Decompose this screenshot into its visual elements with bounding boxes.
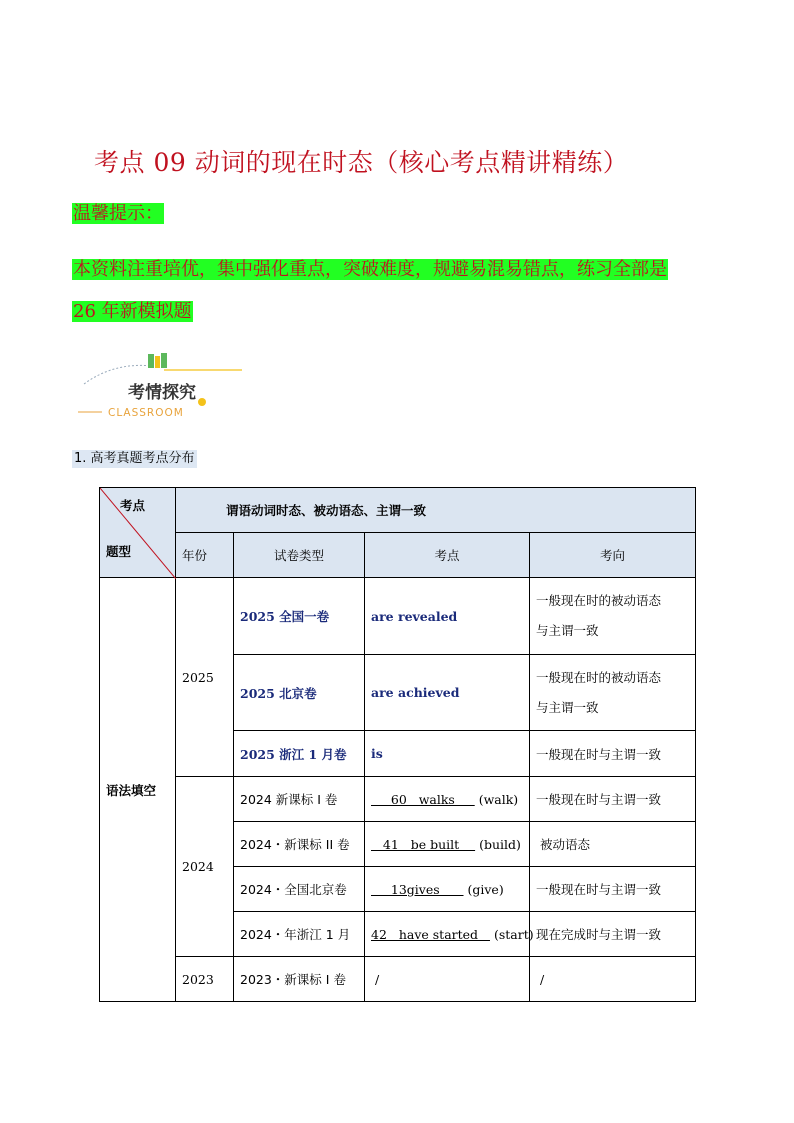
point-cell [365,822,530,867]
direction-cell: 一般现在时与主谓一致 [530,777,696,822]
paper-cell: 2023・新课标 I 卷 [234,957,365,1002]
note-line-1-wrap [72,257,668,283]
paper-cell: 2024 新课标 I 卷 [234,777,365,822]
table-corner-cell [100,488,176,578]
point-base-verb: (build) [479,836,521,852]
paper-cell: 2024・全国北京卷 [234,867,365,912]
paper-cell: 2025 北京卷 [234,655,365,731]
point-answer: 41 be built [371,836,476,852]
corner-top-label: 考点 [120,498,146,513]
paper-cell: 2025 全国一卷 [234,578,365,655]
point-cell [365,777,530,822]
point-cell: are achieved [365,655,530,731]
topic-header: 谓语动词时态、被动语态、主谓一致 [176,488,696,533]
direction-cell [530,655,696,731]
point-answer: 60 walks [371,791,475,807]
header-point: 考点 [365,533,530,578]
point-cell: / [365,957,530,1002]
point-cell [365,912,534,957]
page-title: 考点 09 动词的现在时态（核心考点精讲精练） [94,148,629,177]
year-2025-cell: 2025 [176,578,234,777]
point-cell [365,867,530,912]
point-cell: is [365,731,530,777]
point-answer: 42 have started [371,926,490,942]
direction-cell: 现在完成时与主谓一致 [530,912,696,957]
table-row [100,777,696,822]
direction-cell [530,578,696,655]
logo-subtitle: CLASSROOM [108,407,184,419]
paper-cell: 2025 浙江 1 月卷 [234,731,365,777]
note-line-2: 26 年新模拟题 [73,301,192,322]
point-answer: 13gives [371,881,464,897]
point-base-verb: (start) [493,926,534,942]
classroom-logo [74,350,274,422]
direction-cell: / [530,957,696,1002]
paper-cell: 2024・新课标 II 卷 [234,822,365,867]
direction-cell: 被动语态 [530,822,696,867]
note-line-1: 本资料注重培优，集中强化重点，突破难度，规避易混易错点，练习全部是 [73,259,667,280]
direction-cell: 一般现在时与主谓一致 [530,731,696,777]
year-2024-cell: 2024 [176,777,234,957]
direction-line-1: 一般现在时的被动语态 [536,593,662,608]
point-base-verb: (give) [467,881,504,897]
direction-line-2: 与主谓一致 [536,623,599,638]
direction-cell: 一般现在时与主谓一致 [530,867,696,912]
question-type-cell: 语法填空 [100,578,176,1002]
paper-cell: 2024・年浙江 1 月 [234,912,365,957]
header-year: 年份 [176,533,234,578]
direction-line-1: 一般现在时的被动语态 [536,669,662,685]
note-line-2-wrap [72,299,193,325]
tip-label: 温馨提示： [73,203,163,224]
header-paper: 试卷类型 [234,533,365,578]
year-2023-cell: 2023 [176,957,234,1002]
table-row [100,957,696,1002]
exam-points-table [99,487,696,1002]
point-base-verb: (walk) [478,791,519,807]
logo-text: 考情探究 [128,383,196,403]
point-cell: are revealed [365,578,530,655]
section-heading: 1. 高考真题考点分布 [74,451,195,466]
tip-label-wrap [72,201,164,227]
direction-line-2: 与主谓一致 [536,699,599,715]
header-direction: 考向 [530,533,696,578]
corner-bottom-label: 题型 [106,544,132,559]
table-row [100,578,696,655]
